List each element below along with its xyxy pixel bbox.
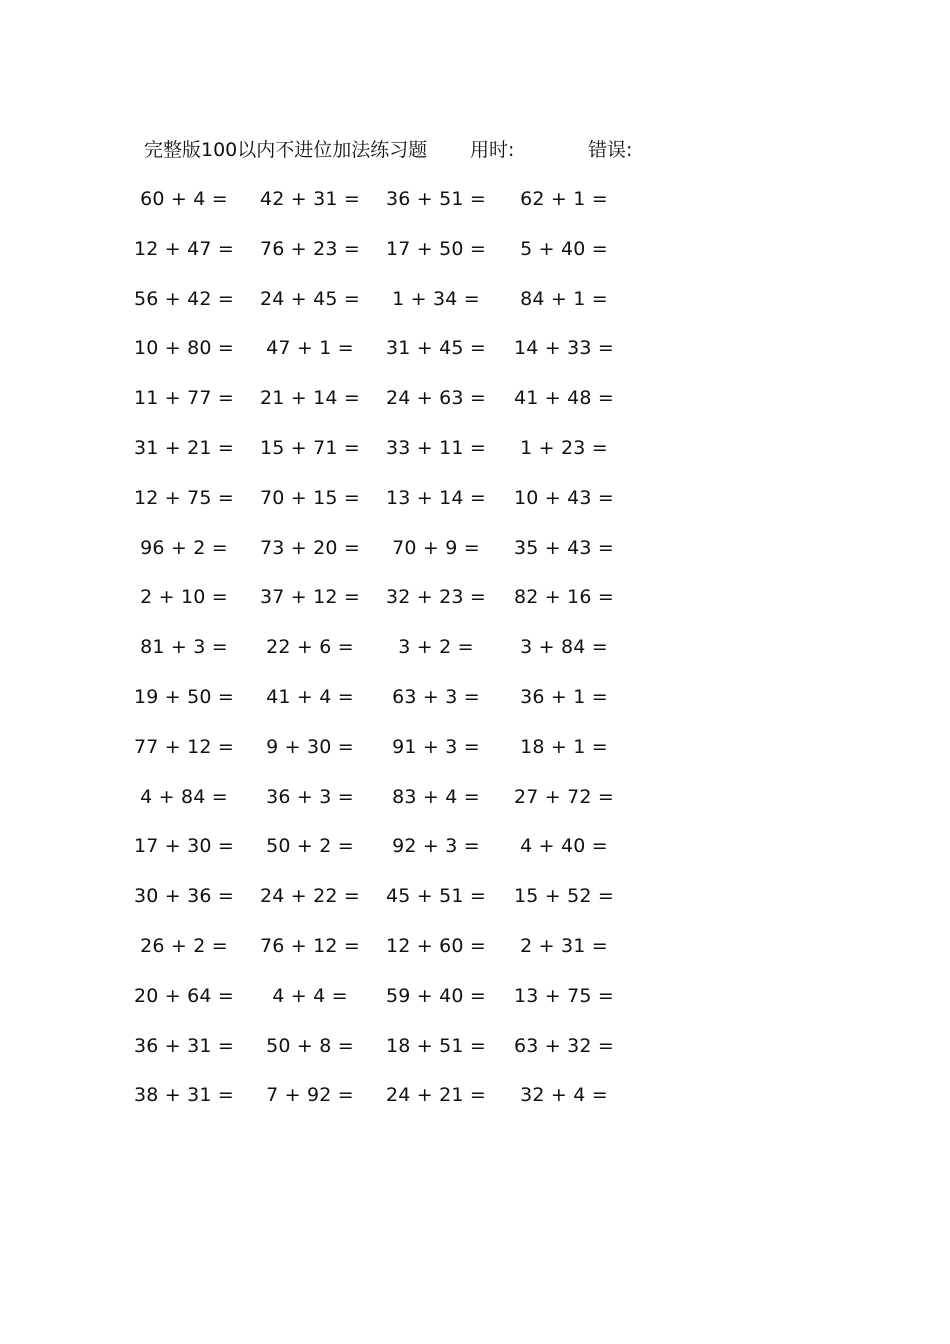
addition-problem: 50 + 8 = — [266, 1034, 354, 1057]
addition-problem: 1 + 23 = — [520, 436, 608, 459]
addition-problem: 33 + 11 = — [385, 436, 487, 459]
addition-problem: 10 + 80 = — [133, 337, 235, 360]
addition-problem: 21 + 14 = — [259, 387, 361, 410]
addition-problem: 76 + 23 = — [259, 237, 361, 260]
addition-problem: 26 + 2 = — [140, 934, 228, 957]
addition-problem: 27 + 72 = — [513, 785, 615, 808]
addition-problem: 2 + 31 = — [520, 934, 608, 957]
addition-problem: 35 + 43 = — [513, 536, 615, 559]
addition-problem: 17 + 50 = — [385, 237, 487, 260]
addition-problem: 32 + 4 = — [520, 1084, 608, 1107]
addition-problem: 76 + 12 = — [259, 934, 361, 957]
addition-problem: 3 + 84 = — [520, 636, 608, 659]
addition-problem: 81 + 3 = — [140, 636, 228, 659]
problem-row — [0, 484, 950, 534]
addition-problem: 92 + 3 = — [392, 835, 480, 858]
problem-row — [0, 583, 950, 633]
problem-row — [0, 185, 950, 235]
addition-problem: 30 + 36 = — [133, 885, 235, 908]
addition-problem: 24 + 22 = — [259, 885, 361, 908]
addition-problem: 13 + 75 = — [513, 984, 615, 1007]
addition-problem: 31 + 45 = — [385, 337, 487, 360]
addition-problem: 59 + 40 = — [385, 984, 487, 1007]
addition-problem: 10 + 43 = — [513, 486, 615, 509]
addition-problem: 37 + 12 = — [259, 586, 361, 609]
addition-problem: 62 + 1 = — [520, 188, 608, 210]
addition-problem: 77 + 12 = — [133, 735, 235, 758]
problem-row — [0, 932, 950, 982]
problem-row — [0, 1032, 950, 1082]
addition-problem: 4 + 40 = — [520, 835, 608, 858]
addition-problem: 24 + 63 = — [385, 387, 487, 410]
addition-problem: 9 + 30 = — [266, 735, 354, 758]
addition-problem: 70 + 15 = — [259, 486, 361, 509]
addition-problem: 4 + 84 = — [140, 785, 228, 808]
addition-problem: 31 + 21 = — [133, 436, 235, 459]
time-label: 用时: — [470, 139, 515, 161]
worksheet-title: 完整版100以内不进位加法练习题 — [144, 139, 428, 161]
addition-problem: 13 + 14 = — [385, 486, 487, 509]
problem-row — [0, 683, 950, 733]
problem-row — [0, 982, 950, 1032]
problem-row — [0, 334, 950, 384]
addition-problem: 24 + 45 = — [259, 287, 361, 310]
addition-problem: 63 + 32 = — [513, 1034, 615, 1057]
addition-problem: 36 + 51 = — [385, 188, 487, 210]
addition-problem: 12 + 60 = — [385, 934, 487, 957]
addition-problem: 36 + 3 = — [266, 785, 354, 808]
addition-problem: 42 + 31 = — [259, 188, 361, 210]
addition-problem: 84 + 1 = — [520, 287, 608, 310]
addition-problem: 11 + 77 = — [133, 387, 235, 410]
addition-problem: 7 + 92 = — [266, 1084, 354, 1107]
addition-problem: 47 + 1 = — [266, 337, 354, 360]
addition-problem: 15 + 71 = — [259, 436, 361, 459]
problem-grid — [0, 185, 950, 1131]
addition-problem: 14 + 33 = — [513, 337, 615, 360]
problem-row — [0, 235, 950, 285]
addition-problem: 82 + 16 = — [513, 586, 615, 609]
problem-row — [0, 882, 950, 932]
addition-problem: 19 + 50 = — [133, 685, 235, 708]
addition-problem: 12 + 75 = — [133, 486, 235, 509]
addition-problem: 17 + 30 = — [133, 835, 235, 858]
addition-problem: 32 + 23 = — [385, 586, 487, 609]
problem-row — [0, 1081, 950, 1131]
problem-row — [0, 783, 950, 833]
addition-problem: 2 + 10 = — [140, 586, 228, 609]
addition-problem: 15 + 52 = — [513, 885, 615, 908]
problem-row — [0, 633, 950, 683]
addition-problem: 36 + 1 = — [520, 685, 608, 708]
addition-problem: 41 + 48 = — [513, 387, 615, 410]
addition-problem: 73 + 20 = — [259, 536, 361, 559]
addition-problem: 1 + 34 = — [392, 287, 480, 310]
addition-problem: 38 + 31 = — [133, 1084, 235, 1107]
addition-problem: 70 + 9 = — [392, 536, 480, 559]
addition-problem: 12 + 47 = — [133, 237, 235, 260]
addition-problem: 63 + 3 = — [392, 685, 480, 708]
problem-row — [0, 733, 950, 783]
addition-problem: 3 + 2 = — [398, 636, 474, 659]
problem-row — [0, 285, 950, 335]
addition-problem: 24 + 21 = — [385, 1084, 487, 1107]
error-label: 错误: — [588, 139, 633, 161]
addition-problem: 96 + 2 = — [140, 536, 228, 559]
addition-problem: 4 + 4 = — [272, 984, 348, 1007]
addition-problem: 83 + 4 = — [392, 785, 480, 808]
addition-problem: 50 + 2 = — [266, 835, 354, 858]
addition-problem: 41 + 4 = — [266, 685, 354, 708]
addition-problem: 20 + 64 = — [133, 984, 235, 1007]
addition-problem: 18 + 51 = — [385, 1034, 487, 1057]
addition-problem: 22 + 6 = — [266, 636, 354, 659]
addition-problem: 60 + 4 = — [140, 188, 228, 210]
problem-row — [0, 832, 950, 882]
problem-row — [0, 434, 950, 484]
addition-problem: 56 + 42 = — [133, 287, 235, 310]
addition-problem: 18 + 1 = — [520, 735, 608, 758]
addition-problem: 36 + 31 = — [133, 1034, 235, 1057]
addition-problem: 5 + 40 = — [520, 237, 608, 260]
addition-problem: 45 + 51 = — [385, 885, 487, 908]
addition-problem: 91 + 3 = — [392, 735, 480, 758]
problem-row — [0, 384, 950, 434]
problem-row — [0, 534, 950, 584]
